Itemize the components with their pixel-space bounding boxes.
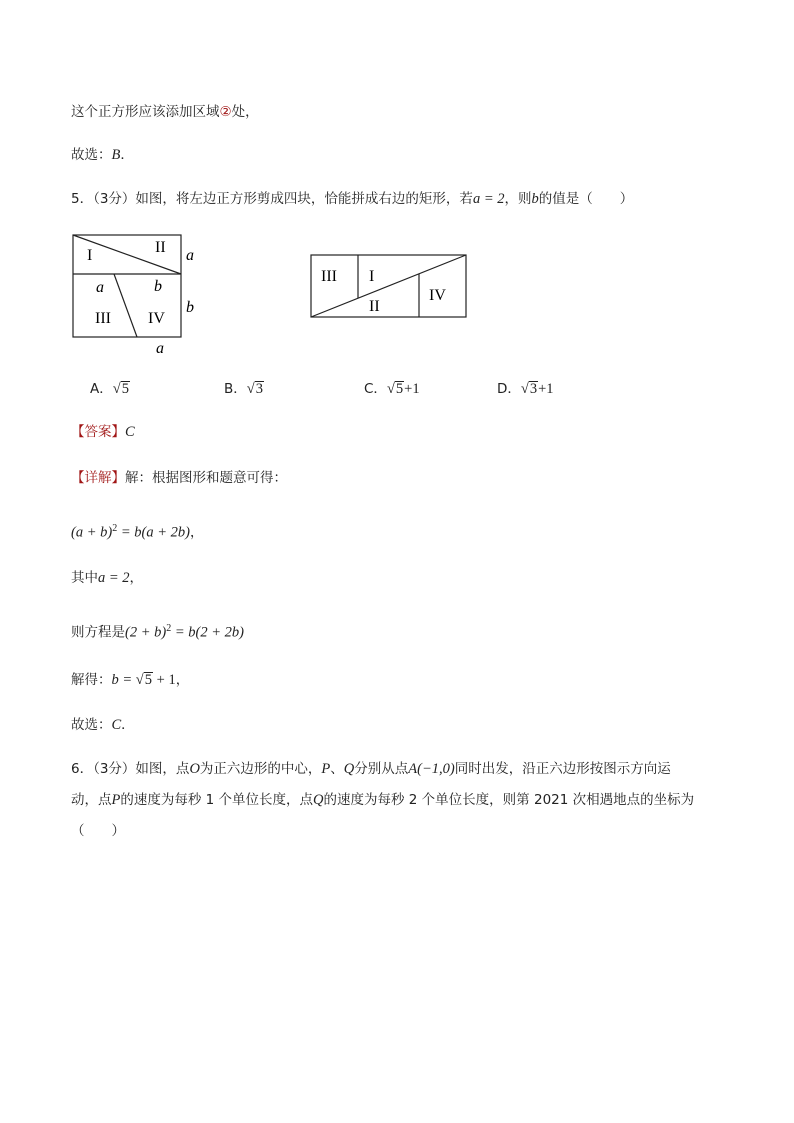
- intro-line: 这个正方形应该添加区域②处，: [71, 104, 259, 120]
- answer-bracket: 【答案】: [71, 424, 125, 440]
- side-label-b: b: [186, 299, 194, 316]
- solve-line: 解得：b = √5 + 1，: [71, 672, 190, 688]
- answer-value: C: [125, 424, 135, 440]
- rectangle-diagonal: [311, 255, 466, 317]
- side-label-a: a: [186, 247, 194, 264]
- equation-2: 则方程是$(2 + b)^2 = b(2 + 2b)$: [71, 623, 244, 641]
- question-6-line-1: 6．（3分）如图，点O为正六边形的中心，P、Q分别从点A(−1,0)同时出发，沿正六边形按图示方向运: [71, 761, 671, 777]
- bottom-label-a: a: [156, 340, 164, 357]
- label-I: I: [87, 247, 93, 264]
- question-6-line-2: 动，点P的速度为每秒 1 个单位长度，点Q的速度为每秒 2 个单位长度，则第 2021 次相遇地点的坐标为: [71, 792, 695, 808]
- circled-number: ②: [219, 104, 232, 120]
- detail-line: 【详解】解：根据图形和题意可得：: [71, 470, 287, 486]
- detail-bracket: 【详解】: [71, 470, 125, 486]
- label-IV: IV: [148, 310, 165, 327]
- option-a[interactable]: A．√5: [90, 381, 129, 397]
- label-II: II: [155, 239, 166, 256]
- question-5: 5．（3分）如图，将左边正方形剪成四块，恰能拼成右边的矩形，若a = 2，则b的值是（ ）: [71, 191, 634, 207]
- answer-line: [71, 423, 135, 441]
- equation-1: $(a + b)^2 = b(a + 2b)$，: [71, 523, 204, 541]
- where-line: 其中a = 2，: [71, 570, 144, 586]
- inner-label-b: b: [154, 278, 162, 295]
- question-6-line-3: （ ）: [71, 823, 125, 839]
- rect-label-III: III: [321, 268, 337, 285]
- option-b[interactable]: B．√3: [224, 381, 263, 397]
- choose-line-2: 故选：C．: [71, 717, 135, 733]
- label-III: III: [95, 310, 111, 327]
- figure-rectangle: [305, 248, 475, 323]
- square-slant-cut: [114, 274, 137, 337]
- choose-line-1: 故选：B．: [71, 147, 134, 163]
- option-c[interactable]: C．√5+1: [364, 381, 420, 397]
- rect-label-I: I: [369, 268, 375, 285]
- figure-square: [60, 225, 220, 360]
- option-d[interactable]: D．√3+1: [497, 381, 554, 397]
- inner-label-a: a: [96, 279, 104, 296]
- rect-label-II: II: [369, 298, 380, 315]
- rect-label-IV: IV: [429, 287, 446, 304]
